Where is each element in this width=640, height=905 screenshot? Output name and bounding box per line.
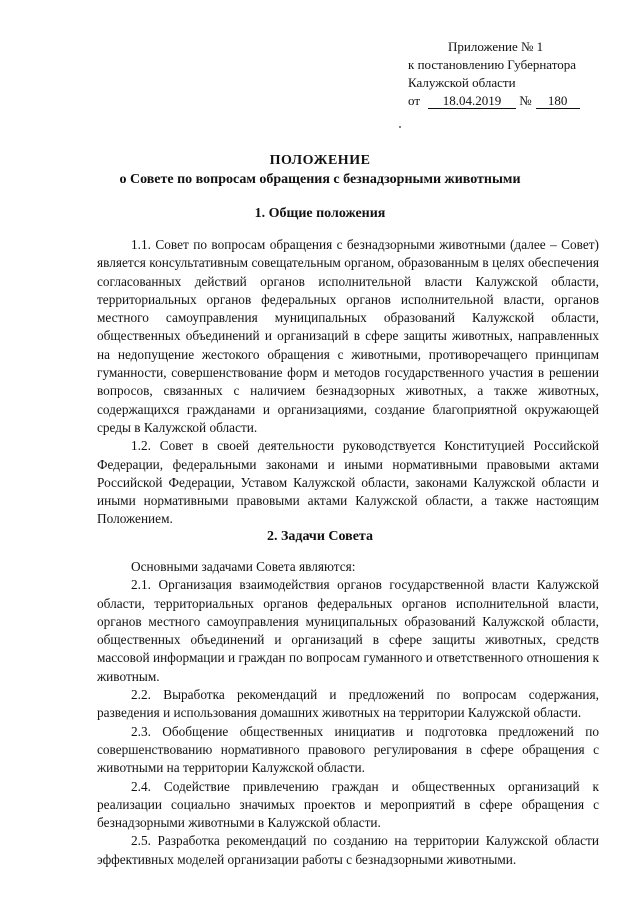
document-number: 180	[536, 94, 580, 109]
task-item-2-4: 2.4. Содействие привлечению граждан и общественных организаций к реализации социально значимых проектов и мероприятий в сфере обращения с безнадзорными животными в Калужской области.	[97, 778, 599, 831]
paragraph-1-1: 1.1. Совет по вопросам обращения с безнадзорными животными (далее – Совет) является консультативным совещательным органом, образованным в целях обеспечения согласованных действий органов исполнительной власти Калужской области, территориальных органов федеральных органов исполнительной власти, органов местного самоуправления муниципальных образований Калужской области, общественных объединений и организаций в сфере защиты животных, направленных на недопущение жестокого обращения с животными, противоречащего принципам гуманности, совершенствование форм и методов государственного участия в решении вопросов, связанных с наличием безнадзорных животных, а также животных, содержащихся гражданами и организациями, создание благоприятной окружающей среды в Калужской области.	[97, 237, 599, 435]
task-item-2-5: 2.5. Разработка рекомендаций по созданию на территории Калужской области эффективных моделей организации работы с безнадзорными животными.	[97, 833, 599, 867]
date-prefix: от	[408, 93, 421, 108]
document-date: 18.04.2019	[428, 94, 516, 109]
appendix-line-2: к постановлению Губернатора	[408, 57, 577, 72]
scan-speck	[399, 126, 401, 128]
document-title: ПОЛОЖЕНИЕ	[269, 153, 371, 168]
appendix-block	[408, 38, 580, 110]
section-2-intro: Основными задачами Совета являются:	[131, 559, 356, 574]
appendix-line-1: Приложение № 1	[448, 39, 544, 54]
appendix-line-3: Калужской области	[408, 75, 516, 90]
section-1-heading: 1. Общие положения	[254, 206, 386, 221]
section-2-body	[97, 558, 599, 869]
number-prefix: №	[519, 93, 532, 108]
task-item-2-3: 2.3. Обобщение общественных инициатив и подготовка предложений по совершенствованию нормативного правового регулирования в сфере обращения с животными на территории Калужской области.	[97, 723, 599, 776]
section-2-heading: 2. Задачи Совета	[267, 529, 373, 544]
task-item-2-1: 2.1. Организация взаимодействия органов государственной власти Калужской области, территориальных органов федеральных органов исполнительной власти, органов местного самоуправления муниципальных образований Калужской области, общественных объединений и организаций в сфере защиты животных, средств массовой информации и граждан по вопросам гуманного и ответственного отношения к животным.	[97, 577, 599, 684]
task-item-2-2: 2.2. Выработка рекомендаций и предложений по вопросам содержания, разведения и использования домашних животных на территории Калужской области.	[97, 687, 599, 721]
section-1-body	[97, 236, 599, 529]
document-subtitle: о Совете по вопросам обращения с безнадзорными животными	[119, 172, 521, 187]
paragraph-1-2: 1.2. Совет в своей деятельности руководствуется Конституцией Российской Федерации, федеральными законами и иными нормативными правовыми актами Российской Федерации, Уставом Калужской области, законами Калужской области и иными нормативными правовыми актами Калужской области, а также настоящим Положением.	[97, 438, 599, 527]
appendix-date-line	[408, 92, 580, 110]
